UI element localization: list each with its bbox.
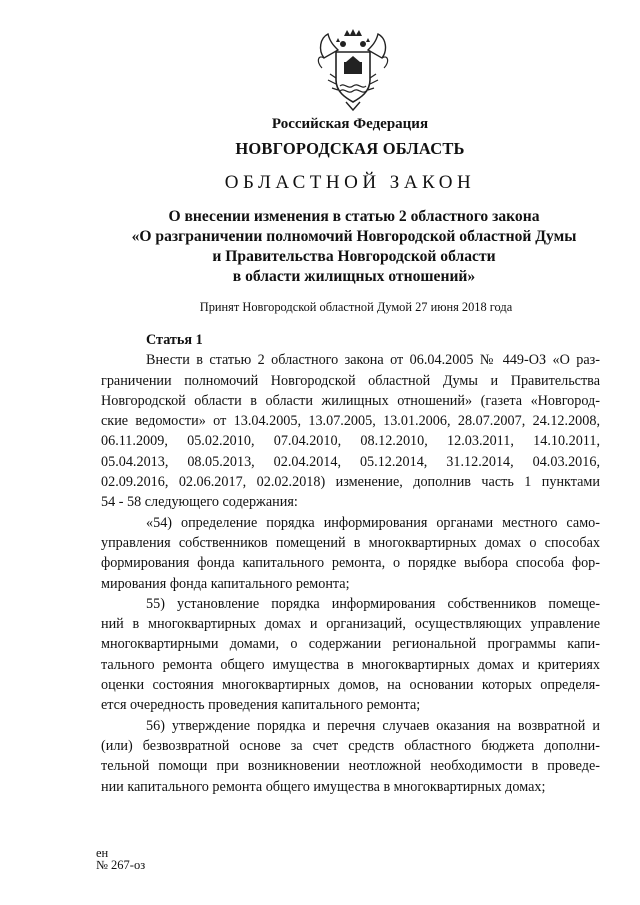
region-name: НОВГОРОДСКАЯ ОБЛАСТЬ (235, 139, 465, 158)
text-line: Новгородской области в области жилищных отношений» (газета «Новгород- (101, 392, 600, 409)
country-name: Российская Федерация (271, 116, 429, 132)
law-title-line: О внесении изменения в статью 2 областного закона (168, 208, 540, 225)
text-line: ется очередность проведения капитального ремонта; (101, 697, 421, 714)
text-line: многоквартирными домами, о содержании региональной программы капи- (101, 636, 600, 653)
item-56-paragraph (101, 716, 600, 797)
text-line: «54) определение порядка информирования органами местного само- (146, 514, 600, 531)
footer-initials: ен (96, 846, 109, 860)
article-intro-paragraph (101, 350, 600, 512)
text-line: 05.04.2013, 08.05.2013, 02.04.2014, 05.12.2014, 31.12.2014, 04.03.2016, (101, 453, 600, 470)
document-footer (96, 847, 145, 871)
document-type: ОБЛАСТНОЙ ЗАКОН (224, 172, 476, 193)
law-title-line: «О разграничении полномочий Новгородской областной Думы (131, 228, 577, 245)
text-line: тального ремонта общего имущества в многоквартирных домах и критериях (101, 656, 600, 673)
coat-of-arms-emblem (316, 28, 390, 112)
text-line: оценки состояния многоквартирных домов, на основании которых определя- (101, 677, 600, 694)
adoption-note: Принят Новгородской областной Думой 27 июня 2018 года (199, 300, 513, 314)
law-title-line: и Правительства Новгородской области (212, 248, 496, 265)
text-line: граничении полномочий Новгородской областной Думы и Правительства (101, 372, 600, 389)
text-line: тельной помощи при возникновении неотложной необходимости в проведе- (101, 758, 600, 775)
text-line: (или) безвозвратной основе за счет средств областного бюджета дополни- (101, 737, 600, 754)
law-title (0, 207, 640, 287)
article-heading: Статья 1 (146, 332, 203, 348)
text-line: 54 - 58 следующего содержания: (101, 494, 298, 511)
footer-doc-number: № 267-оз (96, 858, 146, 872)
item-54-paragraph (101, 513, 600, 594)
text-line: ские ведомости» от 13.04.2005, 13.07.2005, 13.01.2006, 28.07.2007, 24.12.2008, (101, 413, 600, 430)
text-line: ний в многоквартирных домах и организаций, осуществляющих управление (101, 616, 600, 633)
text-line: управления собственников помещений в многоквартирных домах о способах (101, 534, 600, 551)
text-line: 56) утверждение порядка и перечня случаев оказания на возвратной и (146, 717, 600, 734)
law-title-line: в области жилищных отношений» (232, 268, 476, 285)
text-line: Внести в статью 2 областного закона от 06.04.2005 № 449-ОЗ «О раз- (146, 352, 600, 369)
text-line: 02.09.2016, 02.06.2017, 02.02.2018) изменение, дополнив часть 1 пунктами (101, 474, 600, 491)
item-55-paragraph (101, 594, 600, 716)
text-line: нии капитального ремонта общего имущества в многоквартирных домах; (101, 778, 546, 795)
article-body (101, 330, 600, 797)
text-line: формирования фонда капитального ремонта, о порядке выбора способа фор- (101, 555, 600, 572)
text-line: 55) установление порядка информирования собственников помеще- (146, 595, 600, 612)
text-line: 06.11.2009, 05.02.2010, 07.04.2010, 08.12.2010, 12.03.2011, 14.10.2011, (101, 433, 600, 450)
text-line: мирования фонда капитального ремонта; (101, 575, 350, 592)
